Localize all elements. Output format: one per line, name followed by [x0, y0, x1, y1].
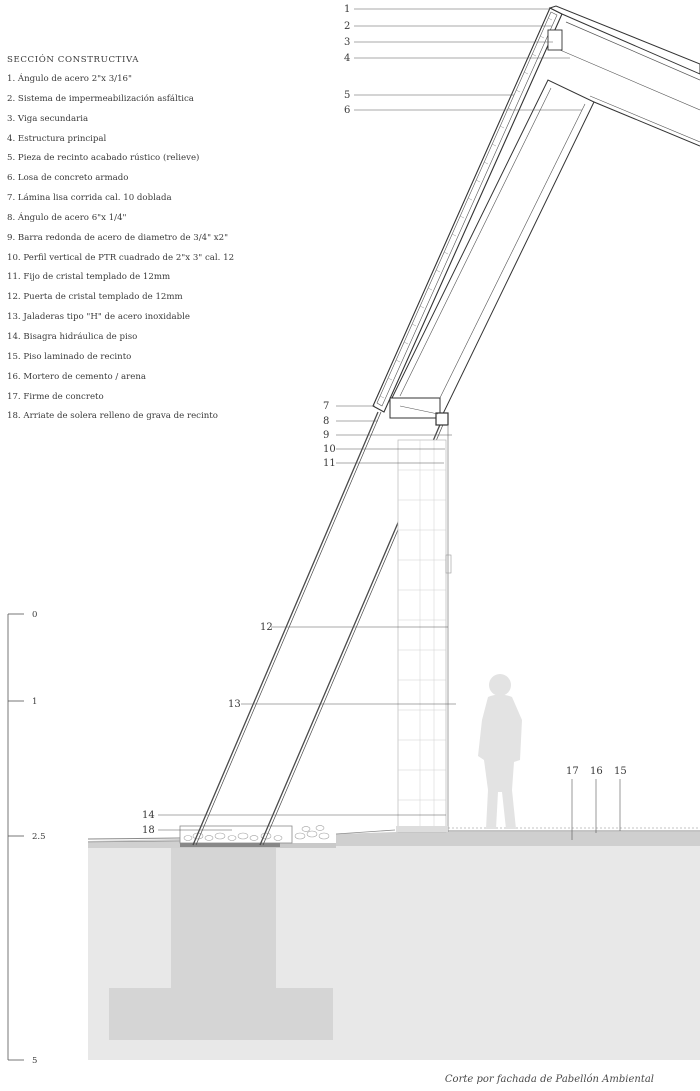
scale-label-0: 0 [32, 610, 38, 620]
graphic-scale [8, 614, 24, 1060]
callout-10: 10 [323, 444, 336, 455]
scale-label-1: 1 [32, 697, 38, 707]
callout-14: 14 [142, 810, 155, 821]
callout-9: 9 [323, 430, 330, 441]
legend-item-6: 6. Losa de concreto armado [7, 173, 129, 184]
callout-12: 12 [260, 622, 273, 633]
legend-item-11: 11. Fijo de cristal templado de 12mm [7, 272, 171, 283]
legend-item-2: 2. Sistema de impermeabilización asfáltica [7, 93, 194, 104]
footing-base [109, 988, 333, 1040]
legend-item-5: 5. Pieza de recinto acabado rústico (relieve) [7, 153, 200, 164]
gravel-fill [184, 826, 329, 841]
callout-15: 15 [614, 766, 627, 777]
callout-6: 6 [344, 105, 351, 116]
stone-pier [398, 440, 446, 832]
human-silhouette [478, 674, 522, 829]
callout-2: 2 [344, 21, 351, 32]
door-sill [180, 843, 280, 847]
legend-item-1: 1. Ángulo de acero 2"x 3/16" [7, 74, 132, 84]
steel-angle-box [436, 413, 448, 425]
drawing-caption: Corte por fachada de Pabellón Ambiental [444, 1074, 654, 1085]
legend-item-16: 16. Mortero de cemento / arena [7, 371, 146, 382]
legend-item-18: 18. Arriate de solera relleno de grava de recinto [7, 411, 218, 422]
footing-column [171, 848, 276, 988]
secondary-beam [548, 30, 562, 50]
steel-angle [390, 398, 440, 418]
legend-item-17: 17. Firme de concreto [7, 391, 104, 402]
callout-5: 5 [344, 90, 351, 101]
callout-16: 16 [590, 766, 603, 777]
left-walkway-slab [88, 839, 180, 848]
legend-item-9: 9. Barra redonda de acero de diametro de 3/4" x2" [7, 232, 229, 243]
scale-label-5: 5 [32, 1056, 38, 1066]
legend-item-4: 4. Estructura principal [7, 133, 107, 144]
legend-item-8: 8. Ángulo de acero 6"x 1/4" [7, 212, 127, 223]
callout-11: 11 [323, 458, 336, 469]
callout-8: 8 [323, 416, 330, 427]
callout-7: 7 [323, 401, 330, 412]
left-walk-line [88, 838, 180, 839]
legend-item-3: 3. Viga secundaria [7, 113, 89, 124]
callout-18: 18 [142, 825, 155, 836]
callout-3: 3 [344, 37, 351, 48]
concrete-slab-underside [594, 102, 700, 146]
legend-item-10: 10. Perfil vertical de PTR cuadrado de 2"x 3" cal. 12 [7, 252, 235, 263]
legend-item-12: 12. Puerta de cristal templado de 12mm [7, 292, 183, 303]
main-structure [392, 80, 594, 420]
pier-base [396, 826, 448, 832]
roof-inner-line [566, 22, 700, 80]
glass-door-line-left [193, 412, 378, 845]
callout-17: 17 [566, 766, 579, 777]
legend-item-13: 13. Jaladeras tipo "H" de acero inoxidable [7, 312, 190, 323]
legend-title: SECCIÓN CONSTRUCTIVA [7, 55, 140, 65]
callout-4: 4 [344, 53, 351, 64]
callout-1: 1 [344, 4, 351, 15]
callout-13: 13 [228, 699, 241, 710]
main-structure-inner-2 [432, 104, 585, 414]
door-hinge [446, 555, 451, 573]
legend-item-14: 14. Bisagra hidráulica de piso [7, 331, 138, 342]
scale-label-2-5: 2.5 [32, 832, 46, 842]
legend-item-15: 15. Piso laminado de recinto [7, 351, 132, 362]
main-structure-inner [400, 88, 551, 396]
legend-item-7: 7. Lámina lisa corrida cal. 10 doblada [7, 193, 172, 204]
floor-slab [336, 832, 700, 846]
roof-slab [550, 6, 700, 74]
